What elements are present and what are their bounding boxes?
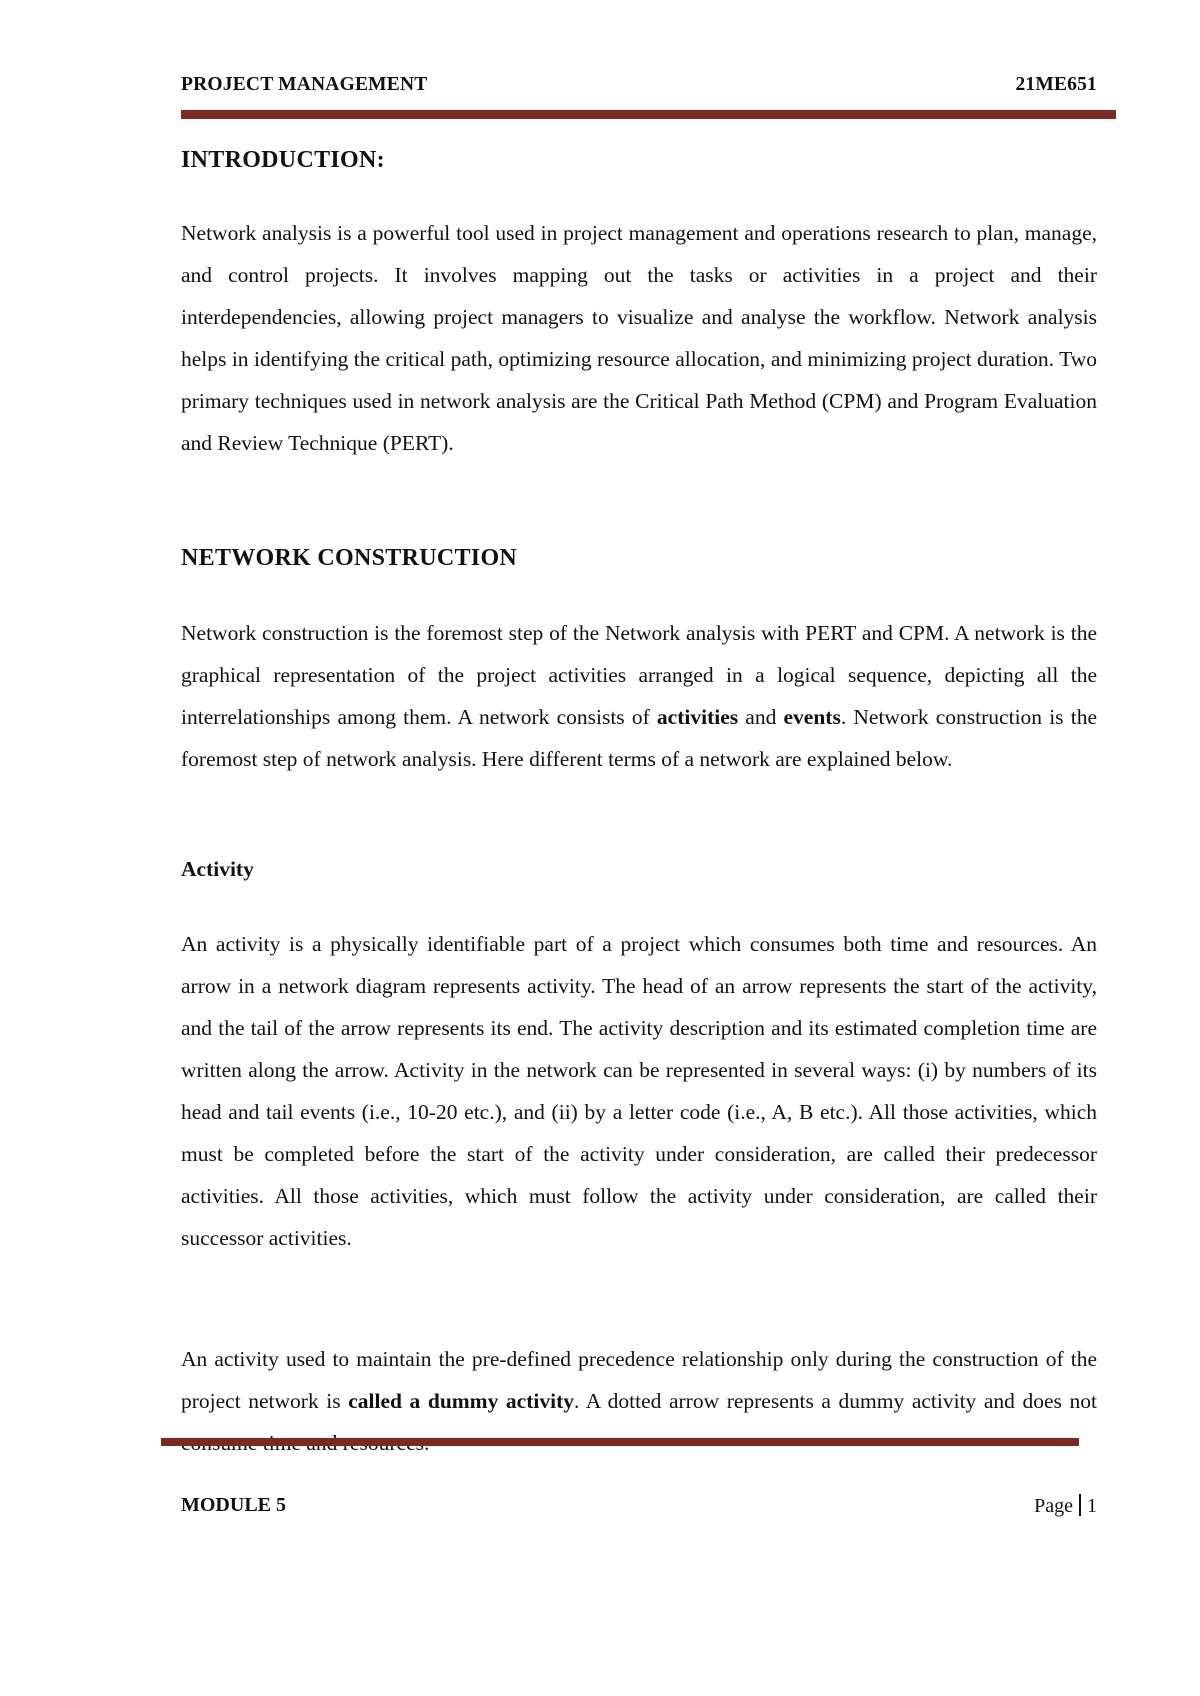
dummy-bold: called a dummy activity [348,1389,574,1413]
network-construction-paragraph [181,612,1097,780]
header-title: PROJECT MANAGEMENT [181,74,428,95]
footer-module: MODULE 5 [181,1494,286,1516]
page-number [1034,1494,1097,1518]
header-course-code: 21ME651 [1015,74,1097,95]
page-number-value: 1 [1087,1495,1097,1517]
netcon-text-1: Network construction is the foremost step of the Network analysis with PERT and CPM. A network is the graphical representation of the project activities arranged in a logical sequence, depicting all the interrelationships among them. A network consists of [181,621,1097,729]
network-construction-heading: NETWORK CONSTRUCTION [181,545,518,571]
netcon-bold-events: events [783,705,841,729]
page-footer [181,1494,1097,1524]
introduction-paragraph: Network analysis is a powerful tool used in project management and operations research to plan, manage, and control projects. It involves mapping out the tasks or activities in a project and their interdependencies, allowing project managers to visualize and analyse the workflow. Network analysis helps in identifying the critical path, optimizing resource allocation, and minimizing project duration. Two primary techniques used in network analysis are the Critical Path Method (CPM) and Program Evaluation and Review Technique (PERT). [181,221,1097,455]
netcon-text-3: . Network construction is the foremost step of network analysis. Here different terms of a network are explained below. [181,705,1097,771]
dummy-text-1: An activity used to maintain the pre-defined precedence relationship only during the construction of the project network is [181,1347,1097,1413]
dummy-text-2: . A dotted arrow represents a dummy activity and does not [573,1389,1097,1413]
footer-divider [161,1438,1079,1446]
netcon-text-2: and [738,705,784,729]
netcon-bold-activities: activities [656,705,739,729]
page-separator [1079,1494,1081,1516]
activity-paragraph: An activity is a physically identifiable part of a project which consumes both time and resources. An arrow in a network diagram represents activity. The head of an arrow represents the start of the activity, and the tail of the arrow represents its end. The activity description and its estimated completion time are written along the arrow. Activity in the network can be represented in several ways: (i) by numbers of its head and tail events (i.e., 10-20 etc.), and (ii) by a letter code (i.e., A, B etc.). All those activities, which must be completed before the start of the activity under consideration, are called their predecessor activities. All those activities, which must follow the activity under consideration, are called their successor activities. [181,932,1097,1250]
page-label: Page [1034,1495,1073,1517]
activity-heading: Activity [181,857,254,881]
header-divider [181,110,1116,119]
page-header [181,74,1097,104]
introduction-heading: INTRODUCTION: [181,147,385,173]
